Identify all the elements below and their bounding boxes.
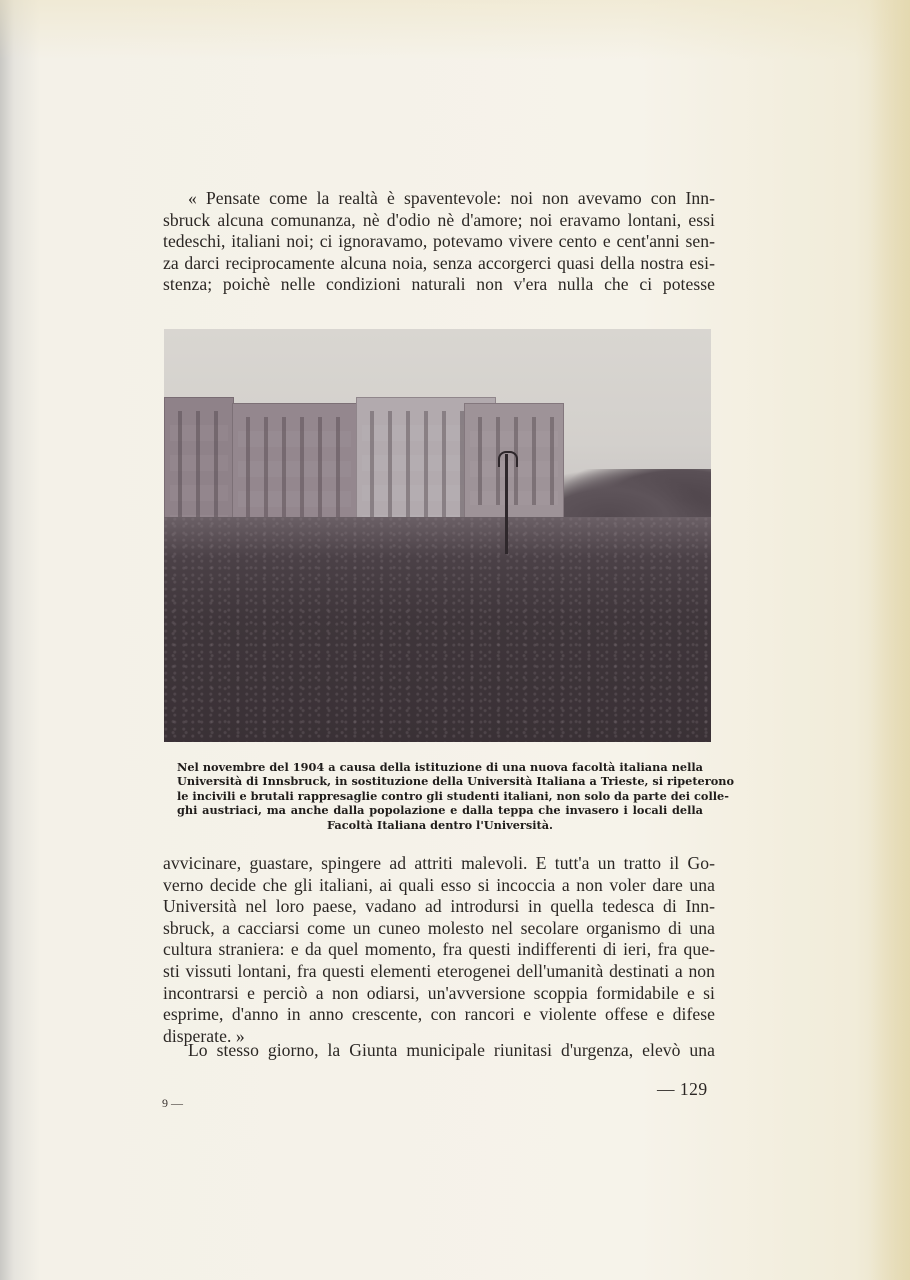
paragraph-quote-continuation [163,853,715,1047]
paper-aging-right [870,0,910,1280]
street-lamp-head [498,451,518,467]
text-line: cultura straniera: e da quel momento, fra questi indifferenti di ieri, fra que- [163,939,715,960]
text-line: Università nel loro paese, vadano ad introdursi in quella tedesca di Inn- [163,896,715,917]
text-line: sbruck, a cacciarsi come un cuneo molesto nel secolare organismo di una [163,917,715,938]
text-line: disperate. » [163,1025,245,1046]
text-line: tedeschi, italiani noi; ci ignoravamo, potevamo vivere cento e cent'anni sen- [163,231,715,252]
paragraph-quote-opening [163,188,715,296]
text-line: verno decide che gli italiani, ai quali esso si incoccia a non voler dare una [163,874,715,895]
text-line: stenza; poichè nelle condizioni naturali non v'era nulla che ci potesse [163,274,715,295]
photo-building [232,403,357,535]
text-line: incontrarsi e perciò a non odiarsi, un'avversione scoppia formidabile e si [163,982,715,1003]
figure-caption [177,760,734,832]
signature-mark: 9 — [162,1096,183,1110]
text-line: za darci reciprocamente alcuna noia, senza accorgerci quasi della nostra esi- [163,252,715,273]
text-line: « Pensate come la realtà è spaventevole: noi non avevamo con Inn- [188,188,715,208]
caption-line: Nel novembre del 1904 a causa della istituzione di una nuova facoltà italiana nella [177,760,703,774]
caption-line: ghi austriaci, ma anche dalla popolazione e dalla teppa che invasero i locali della [177,803,703,818]
crowd-photograph [164,329,711,742]
caption-line: Facoltà Italiana dentro l'Università. [327,817,553,832]
street-lamp-post [505,454,508,554]
caption-line: le incivili e brutali rappresaglie contro gli studenti italiani, non solo da parte dei colle- [177,788,729,803]
text-line: sbruck alcuna comunanza, nè d'odio nè d'amore; noi eravamo lontani, essi [163,209,715,230]
page-number: — 129 [657,1079,708,1099]
photo-building [164,397,234,537]
text-line: sti vissuti lontani, fra questi elementi eterogenei dell'umanità destinati a non [163,960,715,981]
text-line: Lo stesso giorno, la Giunta municipale riunitasi d'urgenza, elevò una [188,1040,715,1060]
text-line: avvicinare, guastare, spingere ad attriti malevoli. E tutt'a un tratto il Go- [163,853,715,873]
paragraph-next [163,1040,715,1062]
photo-crowd [164,517,711,742]
paper-aging-top [0,0,910,60]
caption-line: Università di Innsbruck, in sostituzione della Università Italiana a Trieste, si ripeterono [177,774,734,789]
text-line: esprime, d'anno in anno crescente, con rancori e violente offese e difese [163,1004,715,1025]
